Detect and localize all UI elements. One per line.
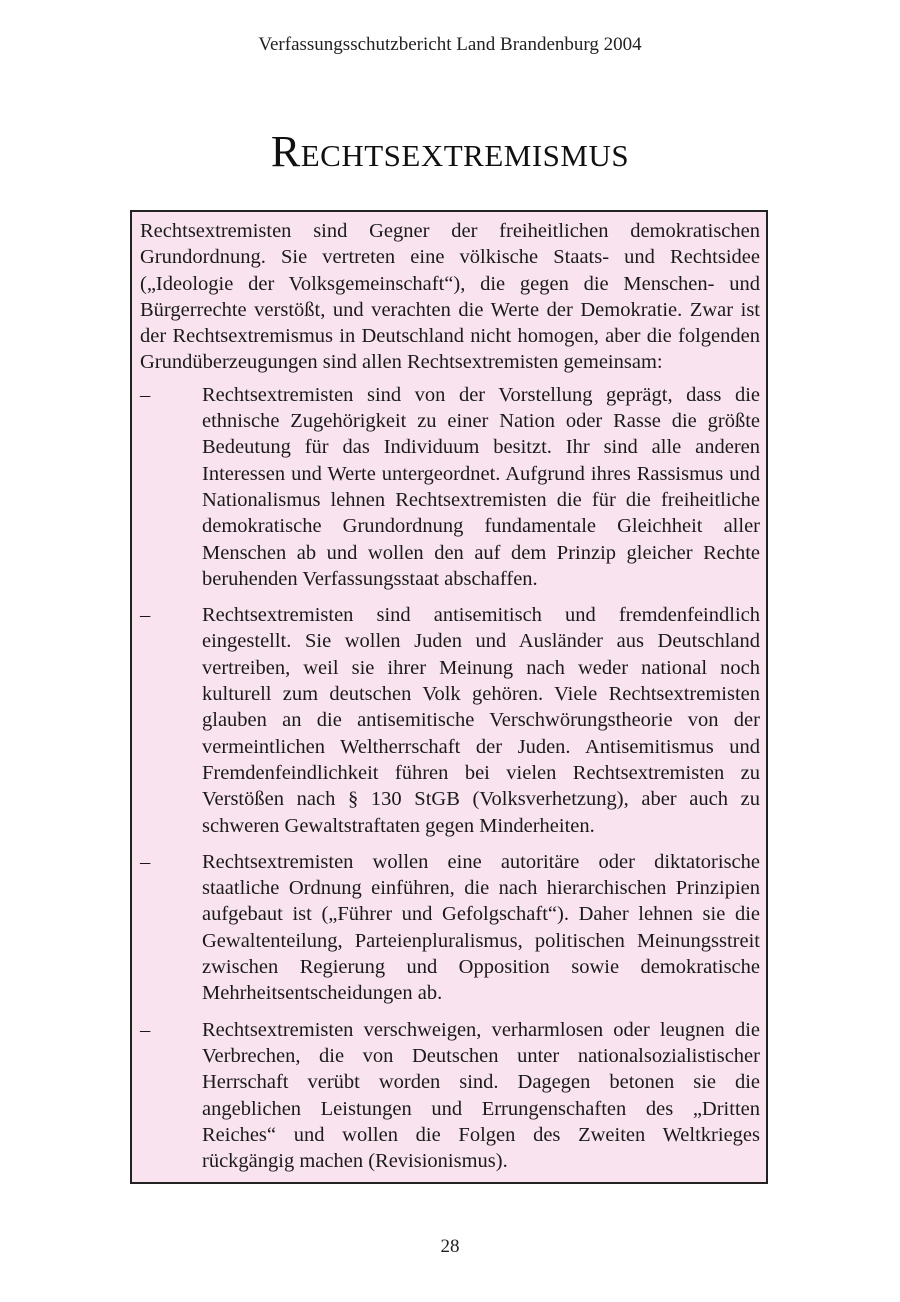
dash-marker: – (140, 850, 151, 873)
dash-marker: – (140, 383, 151, 406)
list-item-text: Rechtsextremisten sind von der Vorstellung geprägt, dass die ethnische Zugehörigkeit zu einer Nation oder Rasse die größte Bedeutung für das Individuum besitzt. Ihr sind alle anderen Interessen und Werte untergeordnet. Aufgrund ihres Rassismus und Nationalismus lehnen Rechtsextremisten die für die freiheitliche demokratische Grundordnung fundamentale Gleichheit aller Menschen ab und wollen den auf dem Prinzip gleicher Rechte beruhenden Verfassungsstaat abschaffen. (202, 383, 760, 590)
page-number: 28 (440, 1236, 460, 1257)
intro-paragraph: Rechtsextremisten sind Gegner der freiheitlichen demokratischen Grundordnung. Sie vertreten eine völkische Staats- und Rechtsidee („Ideologie der Volksgemeinschaft“), die gegen die Menschen- und Bürgerrechte verstößt, und verachten die Werte der Demokratie. Zwar ist der Rechtsextremismus in Deutschland nicht homogen, aber die folgenden Grundüberzeugungen sind allen Rechtsextremisten gemeinsam: (140, 220, 760, 374)
list-item-text: Rechtsextremisten verschweigen, verharmlosen oder leugnen die Verbrechen, die von Deutschen unter nationalsozialistischer Herrschaft verübt worden sind. Dagegen betonen sie die angeblichen Leistungen und Errungenschaften des „Dritten Reiches“ und wollen die Folgen des Zweiten Weltkrieges rückgängig machen (Revisionismus). (202, 1018, 760, 1173)
dash-marker: – (140, 604, 151, 627)
list-item-text: Rechtsextremisten sind antisemitisch und fremdenfeindlich eingestellt. Sie wollen Juden und Ausländer aus Deutschland vertreiben, weil sie ihrer Meinung nach weder national noch kulturell zum deutschen Volk gehören. Viele Rechtsextremisten glauben an die antisemitische Verschwörungstheorie von der vermeintlichen Weltherrschaft der Juden. Antisemitismus und Fremdenfeindlichkeit führen bei vielen Rechtsextremisten zu Verstößen nach § 130 StGB (Volksverhetzung), aber auch zu schweren Gewaltstraftaten gegen Minderheiten. (202, 604, 760, 837)
list-item-text: Rechtsextremisten wollen eine autoritäre oder diktatorische staatliche Ordnung einführen, die nach hierarchischen Prinzipien aufgebaut ist („Führer und Gefolgschaft“). Daher lehnen sie die Gewaltenteilung, Parteienpluralismus, politischen Meinungsstreit zwischen Regierung und Opposition sowie demokratische Mehrheitsentscheidungen ab. (202, 850, 760, 1005)
list-item (140, 849, 760, 1007)
list-item (140, 602, 760, 839)
list-item (140, 382, 760, 592)
chapter-title: Rechtsextremismus (270, 127, 630, 176)
info-box (130, 210, 768, 1184)
list-item (140, 1017, 760, 1175)
dash-marker: – (140, 1018, 151, 1041)
running-header: Verfassungsschutzbericht Land Brandenburg 2004 (258, 34, 642, 55)
